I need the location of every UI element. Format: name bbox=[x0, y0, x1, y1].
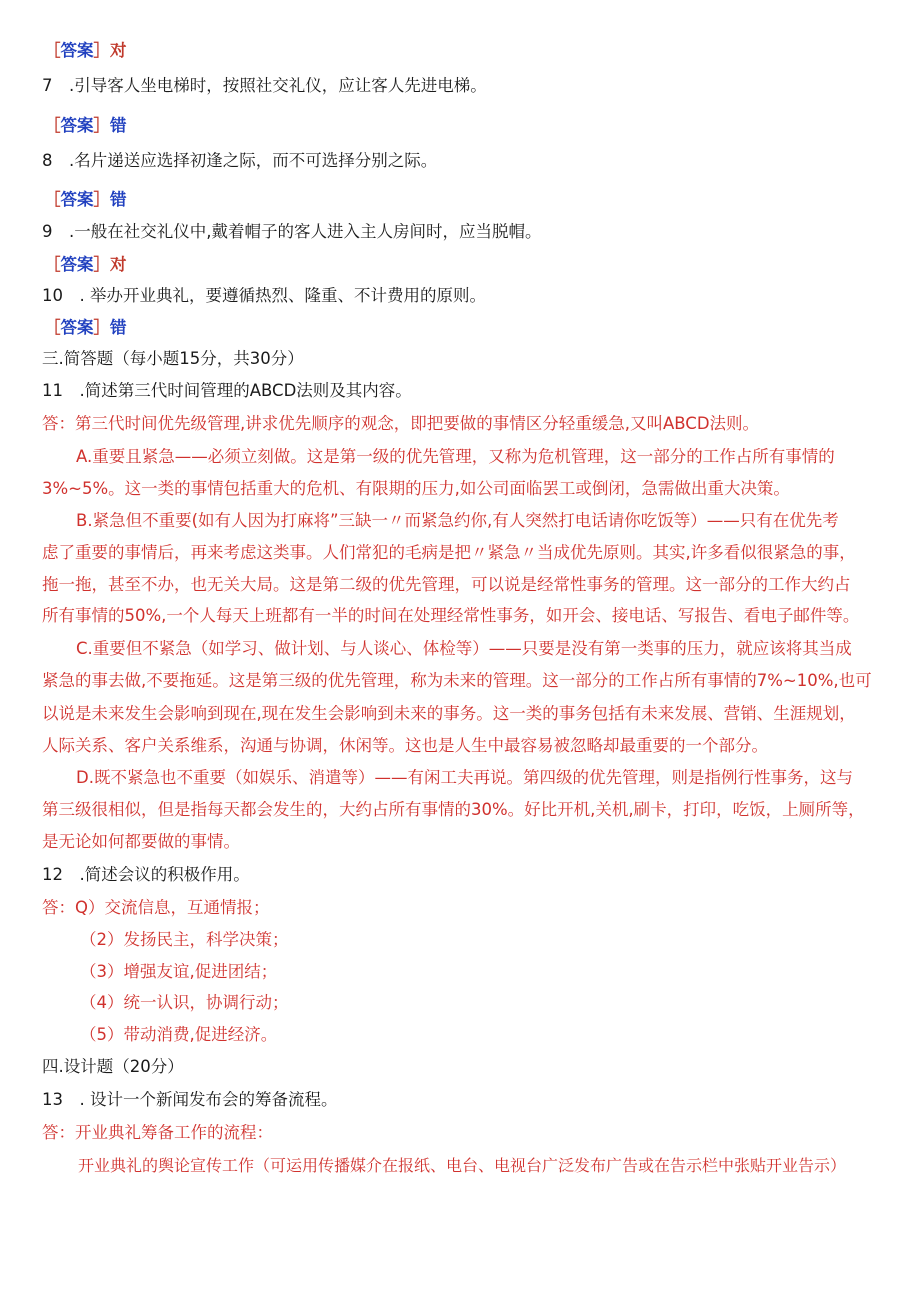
question-7: 7 .引导客人坐电梯时，按照社交礼仪，应让客人先进电梯。 bbox=[42, 76, 487, 95]
bracket-open: ［ bbox=[44, 116, 61, 135]
answer-tag bbox=[44, 115, 127, 137]
answer-12-line: （2）发扬民主，科学决策； bbox=[80, 930, 289, 949]
question-8: 8 .名片递送应选择初逢之际，而不可选择分别之际。 bbox=[42, 151, 438, 170]
answer-label: 答案 bbox=[60, 190, 94, 209]
question-13: 13 . 设计一个新闻发布会的筹备流程。 bbox=[42, 1090, 338, 1109]
answer-label: 答案 bbox=[60, 41, 94, 60]
bracket-close: ］ bbox=[93, 41, 110, 60]
bracket-open: ［ bbox=[44, 190, 61, 209]
answer-11-line: 虑了重要的事情后，再来考虑这类事。人们常犯的毛病是把〃紧急〃当成优先原则。其实,许多看似很紧急的事， bbox=[42, 543, 856, 562]
answer-12-line: （3）增强友谊,促进团结； bbox=[80, 962, 278, 981]
bracket-open: ［ bbox=[44, 255, 61, 274]
answer-11-line: 人际关系、客户关系维系，沟通与协调，休闲等。这也是人生中最容易被忽略却最重要的一个部分。 bbox=[42, 736, 768, 755]
answer-11-line: A.重要且紧急——必须立刻做。这是第一级的优先管理，又称为危机管理，这一部分的工作占所有事情的 bbox=[76, 447, 835, 466]
answer-value: 对 bbox=[110, 41, 127, 60]
question-10: 10 . 举办开业典礼，要遵循热烈、隆重、不计费用的原则。 bbox=[42, 286, 486, 305]
answer-tag bbox=[44, 189, 127, 211]
answer-12-line: （5）带动消费,促进经济。 bbox=[80, 1025, 278, 1044]
answer-value: 对 bbox=[110, 255, 127, 274]
answer-12-line: 答：Q）交流信息，互通情报； bbox=[42, 898, 270, 917]
answer-11-line: 以说是未来发生会影响到现在,现在发生会影响到未来的事务。这一类的事务包括有未来发展、营销、生涯规划， bbox=[42, 704, 856, 723]
answer-tag bbox=[44, 317, 127, 339]
question-12: 12 .简述会议的积极作用。 bbox=[42, 865, 250, 884]
answer-value: 错 bbox=[110, 318, 127, 337]
answer-11-line: 答：第三代时间优先级管理,讲求优先顺序的观念，即把要做的事情区分轻重缓急,又叫ABCD法则。 bbox=[42, 414, 760, 433]
answer-label: 答案 bbox=[60, 318, 94, 337]
answer-value: 错 bbox=[110, 116, 127, 135]
answer-11-line: 是无论如何都要做的事情。 bbox=[42, 832, 240, 851]
answer-11-line: 第三级很相似，但是指每天都会发生的，大约占所有事情的30%。好比开机,关机,刷卡，打印，吃饭，上厕所等， bbox=[42, 800, 865, 819]
answer-11-line: 拖一拖，甚至不办，也无关大局。这是第二级的优先管理，可以说是经常性事务的管理。这一部分的工作大约占 bbox=[42, 575, 851, 594]
bracket-close: ］ bbox=[93, 190, 110, 209]
answer-11-line: B.紧急但不重要(如有人因为打麻将”三缺一〃而紧急约你,有人突然打电话请你吃饭等）——只有在优先考 bbox=[76, 511, 839, 530]
section-heading-3: 三.简答题（每小题15分，共30分） bbox=[42, 349, 304, 368]
question-9: 9 .一般在社交礼仪中,戴着帽子的客人进入主人房间时，应当脱帽。 bbox=[42, 222, 542, 241]
bracket-open: ［ bbox=[44, 41, 61, 60]
answer-11-line: C.重要但不紧急（如学习、做计划、与人谈心、体检等）——只要是没有第一类事的压力，就应该将其当成 bbox=[76, 639, 852, 658]
section-heading-4: 四.设计题（20分） bbox=[42, 1057, 184, 1076]
bracket-open: ［ bbox=[44, 318, 61, 337]
answer-12-line: （4）统一认识，协调行动； bbox=[80, 993, 289, 1012]
bracket-close: ］ bbox=[93, 318, 110, 337]
bracket-close: ］ bbox=[93, 255, 110, 274]
answer-label: 答案 bbox=[60, 116, 94, 135]
bracket-close: ］ bbox=[93, 116, 110, 135]
answer-13-line: 答：开业典礼筹备工作的流程： bbox=[42, 1123, 273, 1142]
answer-tag bbox=[44, 40, 127, 62]
answer-13-line: 开业典礼的舆论宣传工作（可运用传播媒介在报纸、电台、电视台广泛发布广告或在告示栏中张贴开业告示） bbox=[78, 1156, 847, 1175]
answer-11-line: 紧急的事去做,不要拖延。这是第三级的优先管理，称为未来的管理。这一部分的工作占所有事情的7%~10%,也可 bbox=[42, 671, 872, 690]
answer-value: 错 bbox=[110, 190, 127, 209]
answer-tag bbox=[44, 254, 127, 276]
answer-11-line: 3%~5%。这一类的事情包括重大的危机、有限期的压力,如公司面临罢工或倒闭，急需做出重大决策。 bbox=[42, 479, 790, 498]
answer-11-line: 所有事情的50%,一个人每天上班都有一半的时间在处理经常性事务，如开会、接电话、写报告、看电子邮件等。 bbox=[42, 606, 860, 625]
answer-11-line: D.既不紧急也不重要（如娱乐、消遣等）——有闲工夫再说。第四级的优先管理，则是指例行性事务，这与 bbox=[76, 768, 853, 787]
question-11: 11 .简述第三代时间管理的ABCD法则及其内容。 bbox=[42, 381, 412, 400]
answer-label: 答案 bbox=[60, 255, 94, 274]
